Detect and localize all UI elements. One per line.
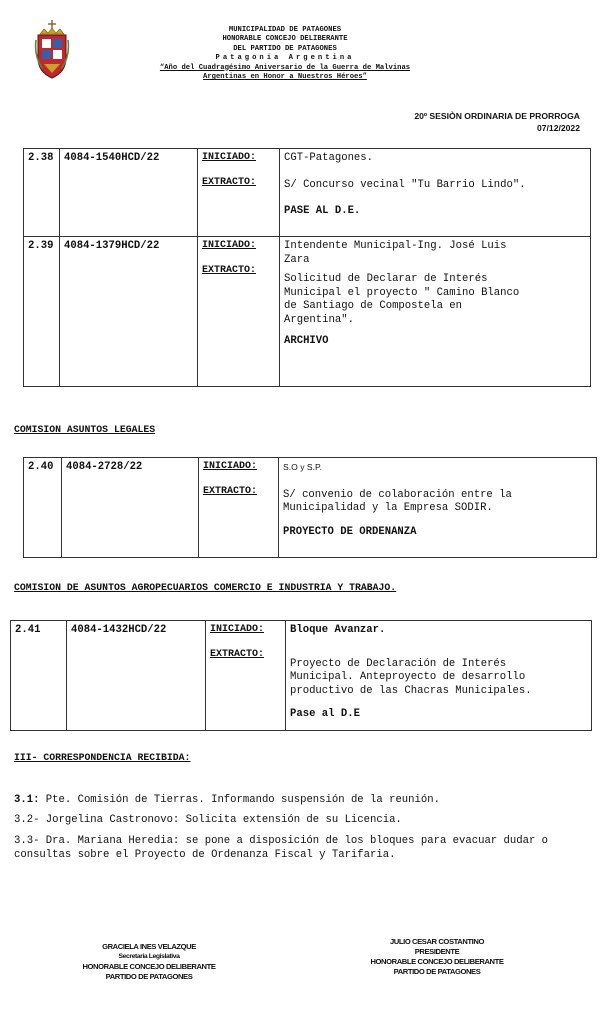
session-date: 07/12/2022: [536, 123, 580, 133]
expediente-code: 4084-2728/22: [62, 458, 199, 558]
expediente-code: 4084-1432HCD/22: [67, 621, 206, 731]
details-cell: [280, 149, 591, 237]
item-number: 2.40: [24, 458, 62, 558]
extracto-value-line: productivo de las Chacras Municipales.: [290, 684, 532, 697]
table-row: [11, 621, 592, 731]
expedientes-table-3: [10, 620, 592, 731]
signature-institution: HONORABLE CONCEJO DELIBERANTE: [82, 962, 216, 971]
signature-name: JULIO CESAR COSTANTINO: [389, 937, 484, 946]
iniciado-label: INICIADO:: [202, 240, 257, 251]
labels-cell: [199, 458, 279, 558]
result-value: ARCHIVO: [284, 335, 329, 347]
extracto-value-line: de Santiago de Compostela en: [284, 300, 463, 312]
iniciado-label: INICIADO:: [202, 152, 257, 163]
correspondence-item-3: [14, 835, 574, 862]
iniciado-value-line: Intendente Municipal-Ing. José Luis: [284, 240, 507, 252]
header-line-district: DEL PARTIDO DE PATAGONES: [233, 44, 337, 53]
extracto-value-line: Proyecto de Declaración de Interés: [290, 657, 507, 670]
header-line-motto-2: Argentinas en Honor a Nuestros Héroes”: [203, 73, 367, 82]
extracto-label: EXTRACTO:: [202, 177, 257, 188]
iniciado-value: S.O y S.P.: [283, 462, 323, 472]
municipal-crest-icon: [34, 20, 70, 80]
signature-role: Secretaria Legislativa: [118, 953, 180, 960]
section-heading-correspondencia: III- CORRESPONDENCIA RECIBIDA:: [14, 752, 191, 763]
correspondence-text: 3.3- Dra. Mariana Heredia: se pone a disposición de los bloques para evacuar dudar o consultas sobre el Proyecto de Ordenanza Fiscal y Tarifaria.: [14, 835, 549, 861]
table-row: [24, 149, 591, 237]
expediente-code: 4084-1379HCD/22: [60, 237, 198, 387]
iniciado-label: INICIADO:: [210, 624, 265, 635]
extracto-label: EXTRACTO:: [202, 265, 257, 276]
signature-block-secretary: [74, 942, 224, 982]
labels-cell: [198, 149, 280, 237]
signature-name: GRACIELA INES VELAZQUE: [102, 942, 196, 951]
table-row: [24, 458, 597, 558]
signature-block-president: [362, 937, 512, 977]
signature-role: PRESIDENTE: [414, 947, 460, 956]
expedientes-table-2: [23, 457, 597, 558]
extracto-label: EXTRACTO:: [203, 486, 258, 497]
item-number: 2.38: [24, 149, 60, 237]
signature-district: PARTIDO DE PATAGONES: [393, 967, 481, 976]
result-value: PROYECTO DE ORDENANZA: [283, 525, 417, 538]
session-info: [414, 110, 580, 134]
details-cell: [279, 458, 597, 558]
correspondence-item-1: [14, 794, 574, 808]
correspondence-number: 3.1:: [14, 794, 40, 806]
extracto-label: EXTRACTO:: [210, 649, 265, 660]
item-number: 2.41: [11, 621, 67, 731]
correspondence-text: Pte. Comisión de Tierras. Informando suspensión de la reunión.: [39, 794, 440, 806]
header-line-patagonia: Patagonia Argentina: [215, 54, 355, 63]
expediente-code: 4084-1540HCD/22: [60, 149, 198, 237]
header-line-council: HONORABLE CONCEJO DELIBERANTE: [222, 35, 348, 44]
item-number: 2.39: [24, 237, 60, 387]
extracto-value: S/ Concurso vecinal "Tu Barrio Lindo".: [284, 178, 526, 191]
details-cell: [286, 621, 592, 731]
correspondence-text: 3.2- Jorgelina Castronovo: Solicita extensión de su Licencia.: [14, 814, 402, 826]
signature-institution: HONORABLE CONCEJO DELIBERANTE: [370, 957, 504, 966]
labels-cell: [198, 237, 280, 387]
iniciado-value: Bloque Avanzar.: [290, 624, 386, 636]
table-row: [24, 237, 591, 387]
section-heading-agropecuarios: COMISION DE ASUNTOS AGROPECUARIOS COMERCIO E INDUSTRIA Y TRABAJO.: [14, 582, 397, 593]
result-value: Pase al D.E: [290, 708, 360, 720]
iniciado-label: INICIADO:: [203, 461, 258, 472]
header-line-motto-1: “Año del Cuadragésimo Aniversario de la Guerra de Malvinas: [159, 63, 411, 72]
extracto-value-line: Municipal el proyecto " Camino Blanco: [284, 286, 520, 299]
extracto-value-line: Solicitud de Declarar de Interés: [284, 273, 488, 285]
iniciado-value: CGT-Patagones.: [284, 152, 374, 164]
details-cell: [280, 237, 591, 387]
expedientes-table-1: [23, 148, 591, 387]
extracto-value-line: Argentina".: [284, 313, 354, 326]
header-line-municipality: MUNICIPALIDAD DE PATAGONES: [228, 26, 342, 34]
signature-district: PARTIDO DE PATAGONES: [105, 972, 193, 981]
iniciado-value-line: Zara: [284, 253, 310, 266]
correspondence-item-2: [14, 814, 574, 828]
extracto-value-line: S/ convenio de colaboración entre la: [283, 488, 512, 501]
document-header: [110, 26, 460, 82]
session-title: 20º SESIÒN ORDINARIA DE PRORROGA: [414, 111, 580, 121]
extracto-value-line: Municipalidad y la Empresa SODIR.: [283, 502, 493, 514]
result-value: PASE AL D.E.: [284, 205, 361, 217]
labels-cell: [206, 621, 286, 731]
extracto-value-line: Municipal. Anteproyecto de desarrollo: [290, 671, 526, 683]
section-heading-legales: COMISION ASUNTOS LEGALES: [14, 424, 156, 435]
